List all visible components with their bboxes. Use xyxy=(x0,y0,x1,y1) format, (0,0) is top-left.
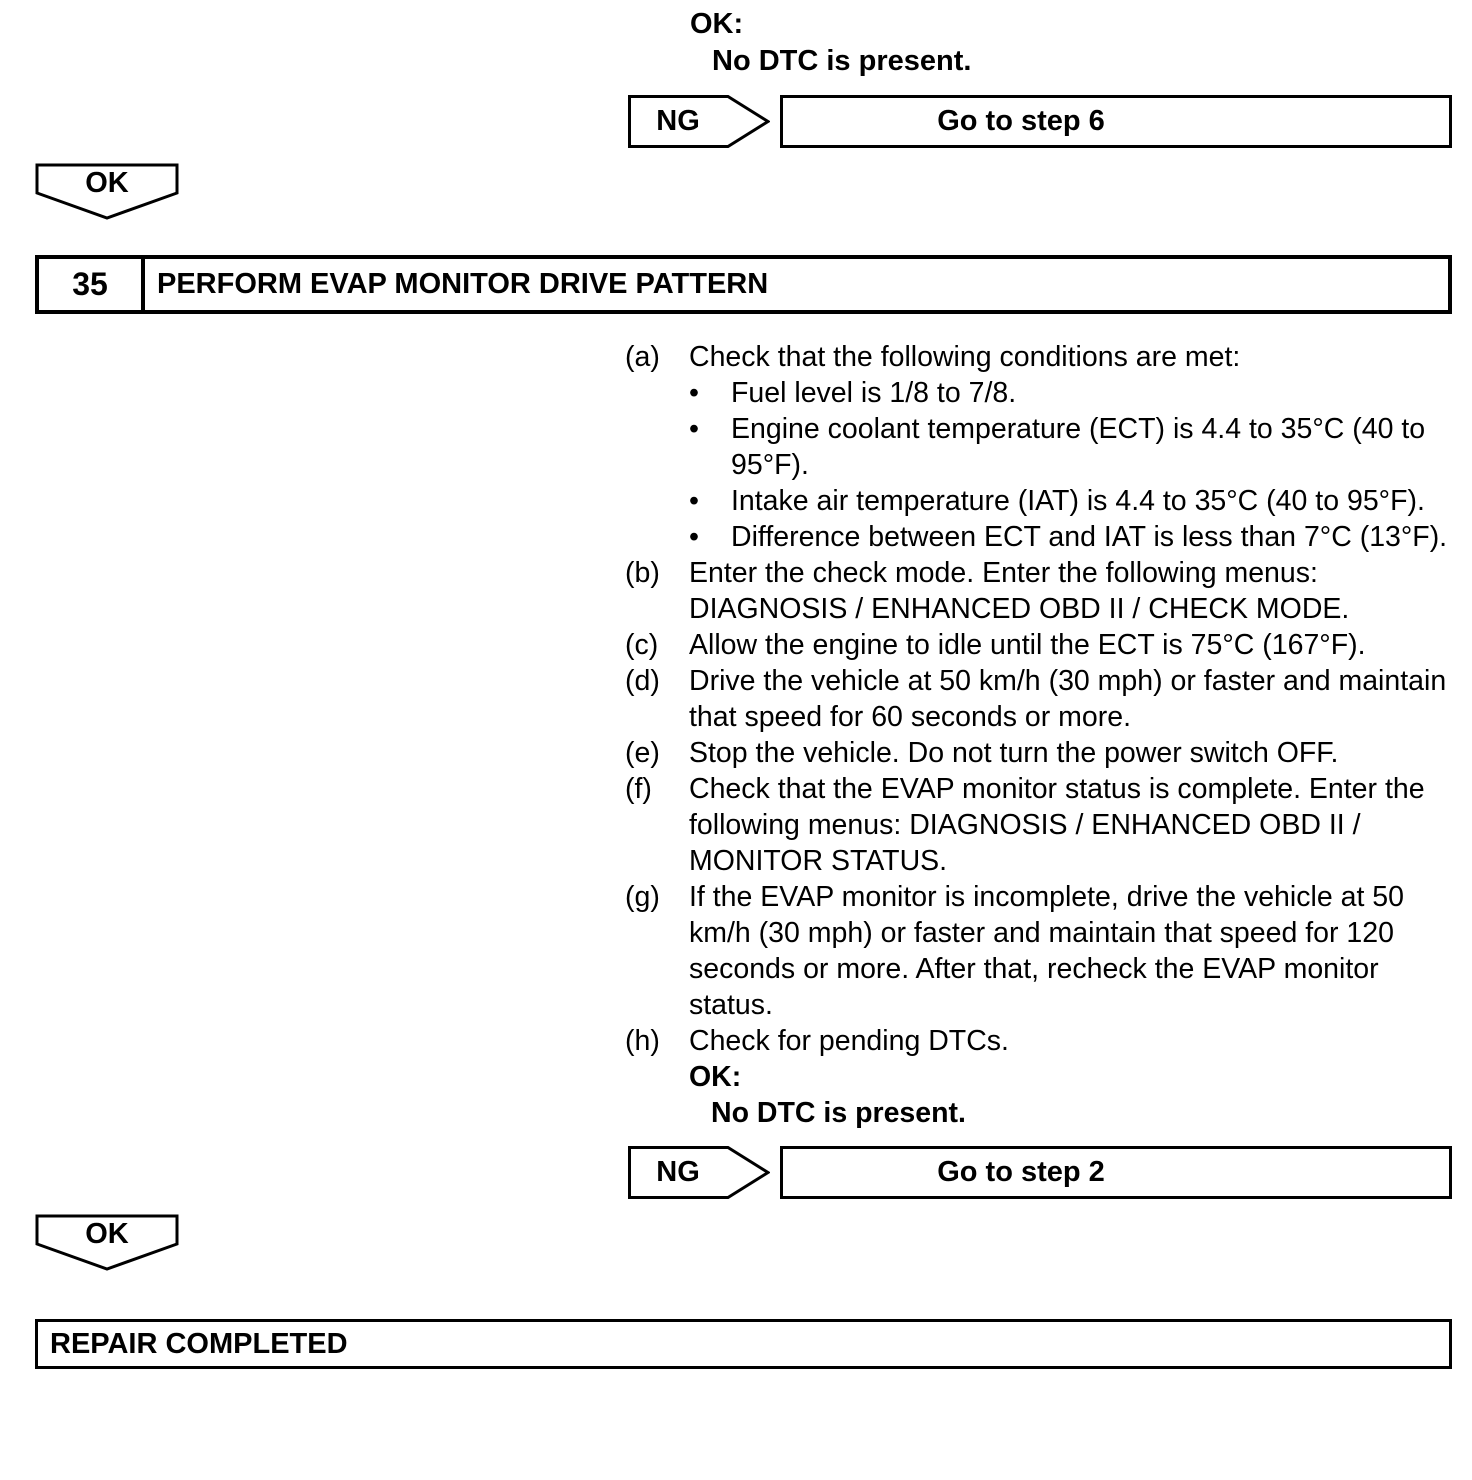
ok-connector-label: OK xyxy=(85,167,129,199)
ng-branch-row-top xyxy=(628,95,1452,148)
ok-result-text: No DTC is present. xyxy=(712,45,972,77)
item-text: Drive the vehicle at 50 km/h (30 mph) or faster and maintain that speed for 60 seconds or more. xyxy=(689,665,1447,733)
procedure-item-c xyxy=(625,627,1452,663)
item-marker: (c) xyxy=(625,629,659,661)
repair-completed-label: REPAIR COMPLETED xyxy=(50,1327,348,1360)
ng-arrow-icon xyxy=(628,95,770,148)
item-text: Allow the engine to idle until the ECT is 75°C (167°F). xyxy=(689,629,1366,661)
item-text: Stop the vehicle. Do not turn the power switch OFF. xyxy=(689,737,1339,769)
item-text: Check that the following conditions are met: xyxy=(689,341,1241,373)
item-text: Check for pending DTCs. xyxy=(689,1025,1009,1057)
goto-step-box xyxy=(780,95,1452,148)
bullet-text: Difference between ECT and IAT is less than 7°C (13°F). xyxy=(731,521,1448,553)
step-header xyxy=(35,255,1452,314)
procedure-item-g xyxy=(625,879,1452,1023)
item-text: If the EVAP monitor is incomplete, drive the vehicle at 50 km/h (30 mph) or faster and maintain that speed for 120 seconds or more. After that, recheck the EVAP monitor status. xyxy=(689,881,1404,1021)
procedure-item-b xyxy=(625,555,1452,627)
ng-label: NG xyxy=(656,1156,700,1188)
goto-step-label: Go to step 2 xyxy=(937,1156,1105,1188)
bullet-text: Fuel level is 1/8 to 7/8. xyxy=(731,377,1017,409)
step-number: 35 xyxy=(39,259,145,310)
goto-step-label: Go to step 6 xyxy=(937,105,1105,137)
ng-arrow-icon xyxy=(628,1146,770,1199)
item-marker: (g) xyxy=(625,881,660,913)
procedure-list xyxy=(625,339,1452,1131)
procedure-item-e xyxy=(625,735,1452,771)
bullet-icon: • xyxy=(689,485,699,517)
condition-bullet xyxy=(689,519,1452,555)
item-marker: (b) xyxy=(625,557,660,589)
item-marker: (e) xyxy=(625,737,660,769)
procedure-item-d xyxy=(625,663,1452,735)
ok-result-text: No DTC is present. xyxy=(711,1097,966,1129)
bullet-icon: • xyxy=(689,521,699,553)
procedure-item-f xyxy=(625,771,1452,879)
ng-label: NG xyxy=(656,105,700,137)
bullet-icon: • xyxy=(689,413,699,445)
item-marker: (h) xyxy=(625,1025,660,1057)
procedure-item-h xyxy=(625,1023,1452,1059)
item-marker: (a) xyxy=(625,341,660,373)
item-text: Check that the EVAP monitor status is complete. Enter the following menus: DIAGNOSIS / ENHANCED OBD II / MONITOR STATUS. xyxy=(689,773,1425,877)
item-marker: (f) xyxy=(625,773,652,805)
step-title: PERFORM EVAP MONITOR DRIVE PATTERN xyxy=(157,268,769,300)
condition-bullet xyxy=(689,411,1452,483)
bullet-icon: • xyxy=(689,377,699,409)
repair-completed-box xyxy=(35,1319,1452,1369)
ok-connector-top xyxy=(35,163,179,220)
procedure-item-a xyxy=(625,339,1452,375)
condition-bullet xyxy=(689,483,1452,519)
ok-heading: OK: xyxy=(689,1061,742,1093)
condition-bullet xyxy=(689,375,1452,411)
bullet-text: Intake air temperature (IAT) is 4.4 to 35°C (40 to 95°F). xyxy=(731,485,1425,517)
bullet-text: Engine coolant temperature (ECT) is 4.4 to 35°C (40 to 95°F). xyxy=(731,413,1426,481)
ok-heading: OK: xyxy=(690,8,744,40)
ng-branch-row-bottom xyxy=(628,1146,1452,1199)
ok-connector-bottom xyxy=(35,1214,179,1271)
goto-step-box xyxy=(780,1146,1452,1199)
item-marker: (d) xyxy=(625,665,660,697)
item-text: Enter the check mode. Enter the following menus: DIAGNOSIS / ENHANCED OBD II / CHECK MODE. xyxy=(689,557,1350,625)
item-h-ok-result xyxy=(689,1059,1452,1131)
ok-connector-label: OK xyxy=(85,1218,129,1250)
top-ok-result xyxy=(690,6,1472,80)
